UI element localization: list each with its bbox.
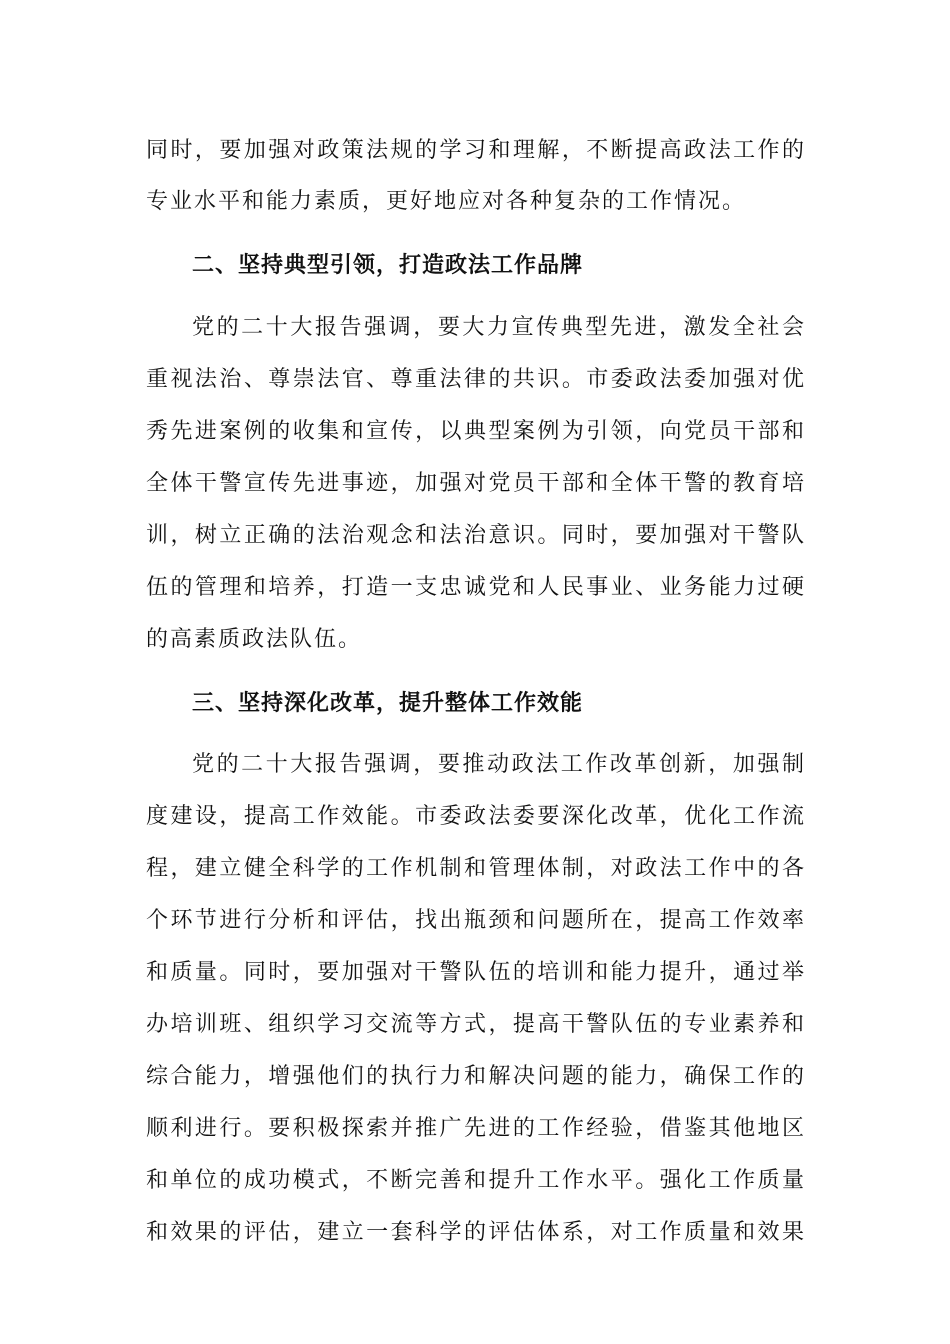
body-line: 程，建立健全科学的工作机制和管理体制，对政法工作中的各 (146, 856, 806, 881)
body-line: 同时，要加强对政策法规的学习和理解，不断提高政法工作的 (146, 138, 806, 163)
paragraph-first-line: 党的二十大报告强调，要推动政法工作改革创新，加强制 (192, 752, 806, 777)
body-line: 和质量。同时，要加强对干警队伍的培训和能力提升，通过举 (146, 960, 806, 985)
body-line: 伍的管理和培养，打造一支忠诚党和人民事业、业务能力过硬 (146, 575, 806, 600)
section-heading: 三、坚持深化改革，提升整体工作效能 (192, 690, 584, 716)
body-line: 度建设，提高工作效能。市委政法委要深化改革，优化工作流 (146, 804, 806, 829)
body-line: 训，树立正确的法治观念和法治意识。同时，要加强对干警队 (146, 523, 806, 548)
body-line: 重视法治、尊崇法官、尊重法律的共识。市委政法委加强对优 (146, 367, 806, 392)
section-heading: 二、坚持典型引领，打造政法工作品牌 (192, 252, 584, 278)
body-line: 专业水平和能力素质，更好地应对各种复杂的工作情况。 (146, 189, 747, 214)
body-line: 秀先进案例的收集和宣传，以典型案例为引领，向党员干部和 (146, 419, 806, 444)
body-line: 和单位的成功模式，不断完善和提升工作水平。强化工作质量 (146, 1168, 806, 1193)
body-line: 办培训班、组织学习交流等方式，提高干警队伍的专业素养和 (146, 1012, 806, 1037)
body-line: 全体干警宣传先进事迹，加强对党员干部和全体干警的教育培 (146, 471, 806, 496)
body-line: 顺利进行。要积极探索并推广先进的工作经验，借鉴其他地区 (146, 1116, 806, 1141)
paragraph-first-line: 党的二十大报告强调，要大力宣传典型先进，激发全社会 (192, 315, 806, 340)
body-line: 的高素质政法队伍。 (146, 627, 363, 652)
body-line: 和效果的评估，建立一套科学的评估体系，对工作质量和效果 (146, 1220, 806, 1245)
body-line: 综合能力，增强他们的执行力和解决问题的能力，确保工作的 (146, 1064, 806, 1089)
body-line: 个环节进行分析和评估，找出瓶颈和问题所在，提高工作效率 (146, 908, 806, 933)
